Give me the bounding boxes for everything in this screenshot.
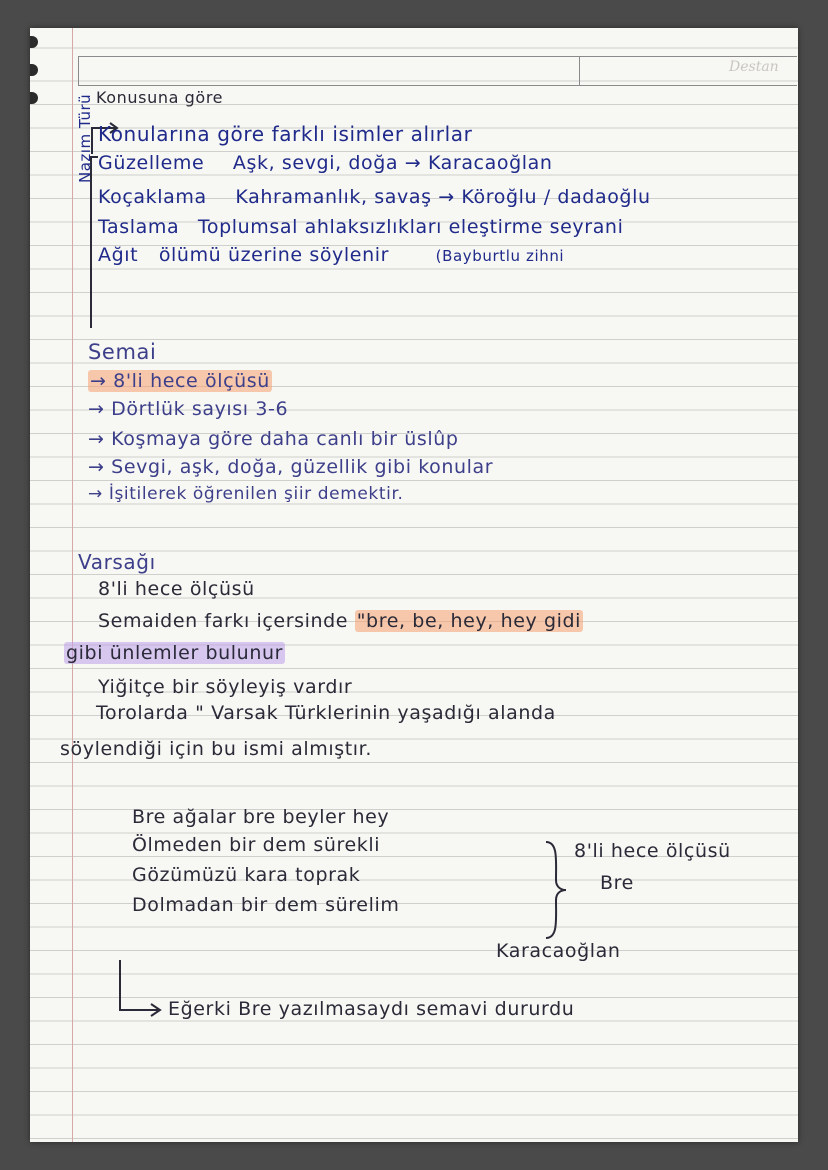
type-name: Güzelleme bbox=[98, 152, 205, 174]
semai-item: → 8'li hece ölçüsü bbox=[90, 370, 270, 392]
poem-line: Ölmeden bir dem sürekli bbox=[132, 834, 381, 856]
vertical-label: Nazım Türü bbox=[76, 93, 94, 183]
poem-note-bre: Bre bbox=[600, 872, 634, 894]
type-desc: Aşk, sevgi, doğa → Karacaoğlan bbox=[232, 152, 553, 174]
type-name: Taslama bbox=[98, 216, 180, 238]
type-desc: ölümü üzerine söylenir bbox=[158, 244, 389, 266]
varsagi-line: Semaiden farkı içersinde "bre, be, hey, hey gidi bbox=[98, 610, 582, 632]
varsagi-line: 8'li hece ölçüsü bbox=[98, 578, 255, 600]
type-aside: (Bayburtlu zihni bbox=[435, 247, 565, 265]
type-desc: Kahramanlık, savaş → Köroğlu / dadaoğlu bbox=[235, 186, 651, 208]
varsagi-title: Varsağı bbox=[78, 550, 156, 574]
poem-line: Gözümüzü kara toprak bbox=[132, 864, 361, 886]
type-row-guzelleme bbox=[98, 152, 553, 174]
varsagi-line: Torolarda " Varsak Türklerinin yaşadığı alanda bbox=[96, 702, 556, 724]
poem-line: Dolmadan bir dem sürelim bbox=[132, 894, 400, 916]
type-row-agit bbox=[98, 244, 564, 266]
varsagi-line: gibi ünlemler bulunur bbox=[66, 642, 284, 664]
poem-note-meter: 8'li hece ölçüsü bbox=[574, 840, 731, 862]
type-row-kocaklama bbox=[98, 186, 651, 208]
section-intro: Konularına göre farklı isimler alırlar bbox=[98, 122, 473, 146]
type-name: Koçaklama bbox=[98, 186, 207, 208]
top-note: Konusuna göre bbox=[96, 88, 224, 107]
varsagi-line: söylendiği için bu ismi almıştır. bbox=[60, 738, 372, 760]
header-box bbox=[78, 56, 797, 86]
semai-title: Semai bbox=[88, 340, 157, 364]
footer-note: Eğerki Bre yazılmasaydı semavi dururdu bbox=[168, 998, 575, 1020]
faint-header-text: Destan bbox=[729, 59, 779, 75]
semai-item: → Sevgi, aşk, doğa, güzellik gibi konular bbox=[88, 456, 494, 478]
semai-item: → Dörtlük sayısı 3-6 bbox=[88, 398, 289, 420]
type-desc: Toplumsal ahlaksızlıkları eleştirme seyrani bbox=[197, 216, 624, 238]
type-name: Ağıt bbox=[98, 244, 139, 266]
notebook-page bbox=[30, 28, 798, 1142]
poem-author: Karacaoğlan bbox=[496, 940, 621, 962]
elbow-arrow-icon bbox=[118, 958, 168, 1018]
poem-line: Bre ağalar bre beyler hey bbox=[132, 806, 390, 828]
semai-item: → İşitilerek öğrenilen şiir demektir. bbox=[88, 484, 404, 504]
semai-item: → Koşmaya göre daha canlı bir üslûp bbox=[88, 428, 459, 450]
varsagi-line: Yiğitçe bir söyleyiş vardır bbox=[98, 676, 353, 698]
type-row-taslama bbox=[98, 216, 623, 238]
margin-line bbox=[72, 28, 73, 1142]
curly-brace-icon bbox=[544, 840, 570, 940]
